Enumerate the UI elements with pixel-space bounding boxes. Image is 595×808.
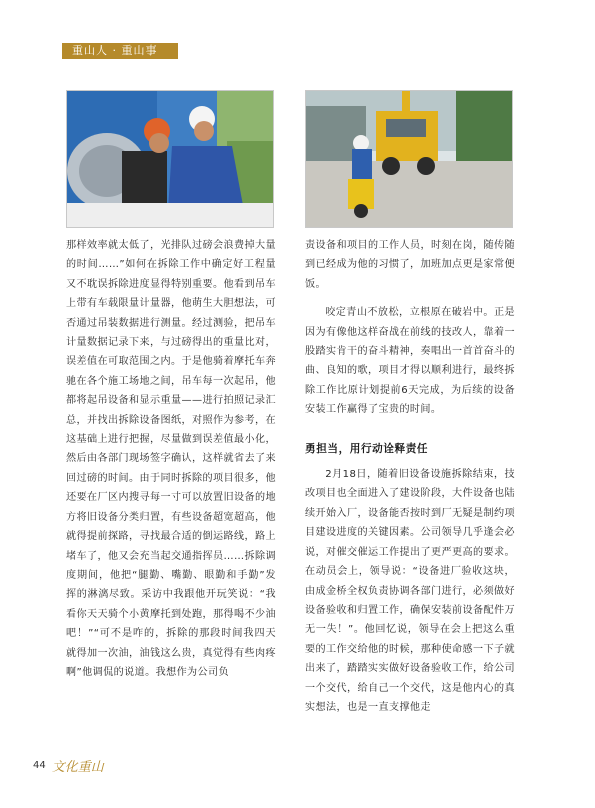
photo-workers-machinery [66,90,274,228]
body-paragraph: 那样效率就太低了，光排队过磅会浪费掉大量的时间……”如何在拆除工作中确定好工程量又不耽误拆除进度显得特别重要。他看到吊车上带有车载限量计量器，他萌生大胆想法，可否通过吊装数据进行测量。经过测验，把吊车计量数据记录下来，与过磅得出的重量比对，误差值在可取范围之内。于是他骑着摩托车奔驰在各个施工场地之间，吊车每一次起吊，他都将起吊设备和显示重量——进行拍照记录汇总，并找出拆除设备图纸，对照作为参考，在这基础上进行把握，尽量做到误差值最小化，然后由各部门现场签字确认，这样就省去了来回过磅的时间。由于同时拆除的项目很多，他还要在厂区内搜寻每一寸可以放置旧设备的地方将旧设备分类归置，有些设备超宽超高，他就得提前探路，寻找最合适的倒运路线，路上堵车了，他又会充当起交通指挥员……拆除调度期间，他把“腿勤、嘴勤、眼勤和手勤”发挥的淋漓尽致。采访中我跟他开玩笑说：“我看你天天骑个小黄摩托到处跑，那得喝不少油吧！”“可不是咋的，拆除的那段时间我四天就得加一次油，油钱这么贵，真觉得有些肉疼啊”他调侃的说道。我想作为公司负 [66,240,276,678]
article-right-column [305,236,515,717]
body-paragraph: 咬定青山不放松，立根原在破岩中。正是因为有像他这样奋战在前线的技改人，靠着一股踏实肯干的奋斗精神，奏唱出一首首奋斗的曲、良知的歌，项目才得以顺利进行，最终拆除工作比原计划提前6天完成，为后续的设备安装工作赢得了宝贵的时间。 [305,307,515,416]
magazine-logo: 文化重山 [51,760,104,775]
page-footer [33,756,104,775]
body-paragraph: 责设备和项目的工作人员，时刻在岗，随传随到已经成为他的习惯了，加班加点更是家常便饭。 [305,240,515,290]
body-paragraph: 2月18日，随着旧设备设施拆除结束，技改项目也全面进入了建设阶段，大件设备也陆续开始入厂，设备能否按时到厂无疑是制约项目建设进度的关键因素。公司领导几乎逢会必说，对催交催运工作提出了更严更高的要求。在动员会上，领导说：“设备进厂验收这块，由成金桥全权负责协调各部门进行，必须做好设备验收和归置工作，确保安装前设备配件万无一失！”。他回忆说，领导在会上把这么重要的工作交给他的时候，那种使命感一下子就出来了，踏踏实实做好设备验收工作，给公司一个交代，给自己一个交代，这是他内心的真实想法，也是一直支撑他走 [305,469,515,713]
page-number: 44 [33,760,46,771]
photo-motorcycle-crane [305,90,513,228]
section-heading: 勇担当，用行动诠释责任 [305,442,429,455]
section-tag: 重山人 · 重山事 [66,43,178,59]
article-left-column [66,236,276,682]
